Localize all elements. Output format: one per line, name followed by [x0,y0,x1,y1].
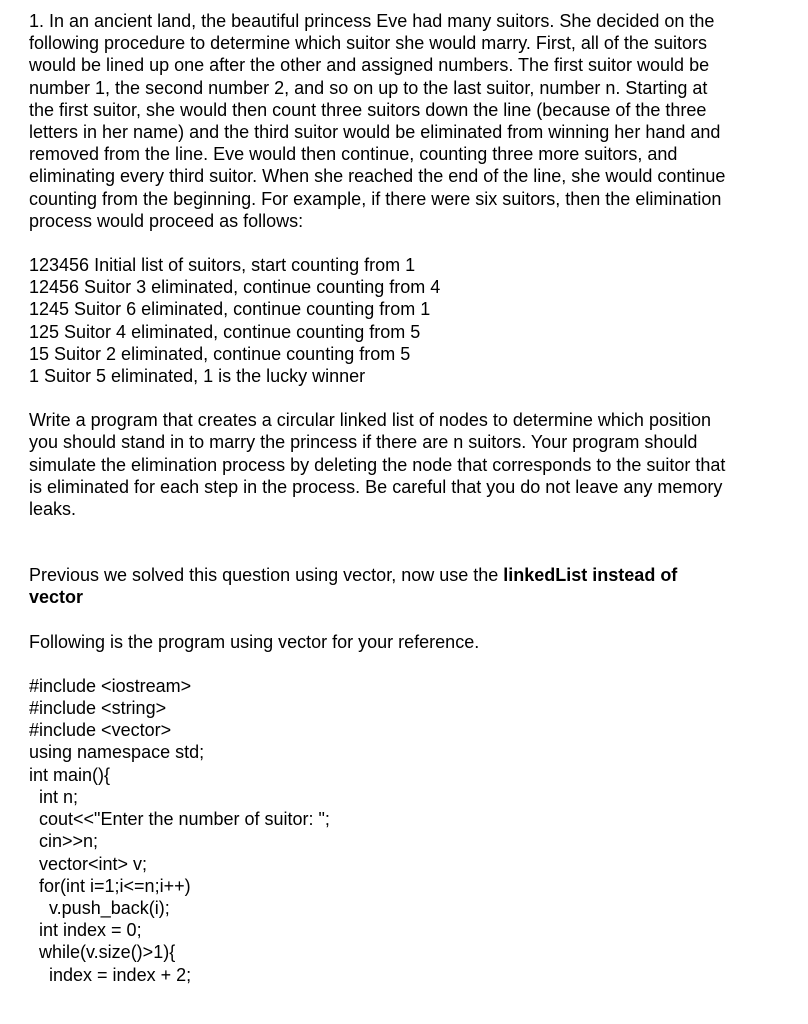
task-description [29,409,778,520]
reference-intro [29,631,778,653]
task-line: simulate the elimination process by deleting the node that corresponds to the suitor that [29,454,726,475]
problem-line: counting from the beginning. For example, if there were six suitors, then the elimination [29,188,722,209]
code-line: #include <vector> [29,720,172,741]
example-step: 1 Suitor 5 eliminated, 1 is the lucky winner [29,366,366,387]
task-line: is eliminated for each step in the process. Be careful that you do not leave any memory [29,476,723,497]
linked-list-note [29,564,778,608]
problem-line: letters in her name) and the third suitor would be eliminated from winning her hand and [29,122,721,143]
note-line [29,564,778,586]
example-step: 123456 Initial list of suitors, start counting from 1 [29,255,416,276]
note-line [29,586,778,608]
problem-statement [29,10,778,232]
problem-line: eliminating every third suitor. When she reached the end of the line, she would continue [29,166,726,187]
spacer [29,520,778,564]
spacer [29,387,778,409]
code-line: index = index + 2; [29,964,192,985]
example-step: 12456 Suitor 3 eliminated, continue counting from 4 [29,277,441,298]
code-line: int index = 0; [29,920,142,941]
code-line: int n; [29,786,79,807]
note-emphasis: linkedList instead of [503,565,678,586]
code-line: #include <iostream> [29,675,192,696]
code-line: cin>>n; [29,831,99,852]
code-listing [29,675,778,986]
code-line: int main(){ [29,764,111,785]
example-step: 125 Suitor 4 eliminated, continue counting from 5 [29,321,421,342]
elimination-example [29,254,778,387]
spacer [29,609,778,631]
code-line: for(int i=1;i<=n;i++) [29,875,191,896]
problem-line: process would proceed as follows: [29,210,304,231]
problem-line: 1. In an ancient land, the beautiful princess Eve had many suitors. She decided on the [29,11,715,31]
problem-line: the first suitor, she would then count three suitors down the line (because of the three [29,99,707,120]
task-line: leaks. [29,499,77,520]
code-line: #include <string> [29,698,167,719]
example-step: 15 Suitor 2 eliminated, continue counting from 5 [29,343,411,364]
problem-line: removed from the line. Eve would then continue, counting three more suitors, and [29,144,678,165]
problem-line: number 1, the second number 2, and so on up to the last suitor, number n. Starting at [29,77,708,98]
spacer [29,653,778,675]
code-line: v.push_back(i); [29,897,170,918]
example-step: 1245 Suitor 6 eliminated, continue counting from 1 [29,299,431,320]
code-line: while(v.size()>1){ [29,942,176,963]
problem-line: would be lined up one after the other and assigned numbers. The first suitor would be [29,55,710,76]
problem-line: following procedure to determine which suitor she would marry. First, all of the suitors [29,33,707,54]
note-emphasis: vector [29,587,84,608]
note-prefix: Previous we solved this question using vector, now use the [29,565,504,586]
code-line: cout<<"Enter the number of suitor: "; [29,809,330,830]
spacer [29,232,778,254]
code-line: vector<int> v; [29,853,148,874]
reference-text: Following is the program using vector for your reference. [29,631,480,652]
task-line: Write a program that creates a circular linked list of nodes to determine which position [29,410,711,431]
task-line: you should stand in to marry the princess if there are n suitors. Your program should [29,432,698,453]
code-line: using namespace std; [29,742,205,763]
